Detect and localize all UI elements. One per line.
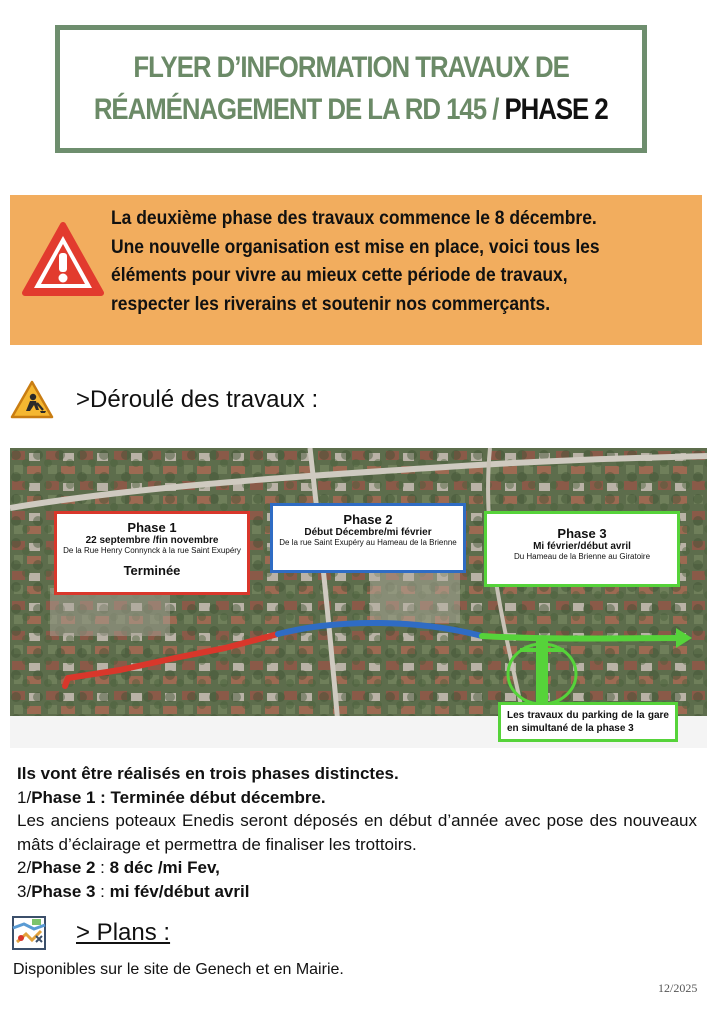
phase-map bbox=[10, 448, 707, 748]
title-line-1: FLYER D’INFORMATION TRAVAUX DE bbox=[133, 51, 569, 84]
phase3-prefix: 3/ bbox=[17, 881, 32, 901]
phase3-sep: : bbox=[95, 881, 110, 901]
phase1-route-text: De la Rue Henry Connynck à la rue Saint Exupéry bbox=[63, 546, 241, 555]
phase3-title: Phase 3 bbox=[557, 526, 607, 541]
phase2-sep: : bbox=[95, 858, 110, 877]
alert-line: respecter les riverains et soutenir nos commerçants. bbox=[111, 293, 551, 315]
phase3-route-text: Du Hameau de la Brienne au Giratoire bbox=[513, 552, 651, 561]
phase3-label: Phase 3 bbox=[31, 881, 96, 901]
phase1-dates: 22 septembre /fin novembre bbox=[85, 535, 219, 546]
deroule-title: >Déroulé des travaux : bbox=[76, 386, 319, 413]
phase2-title: Phase 2 bbox=[343, 512, 393, 527]
body-text bbox=[17, 762, 697, 903]
roadwork-sign-icon bbox=[10, 380, 54, 420]
phase3-box bbox=[484, 511, 680, 587]
phase3-line bbox=[17, 880, 697, 904]
phase3-value: mi fév/début avril bbox=[109, 881, 250, 901]
phase1-bold: Phase 1 : Terminée début décembre. bbox=[31, 787, 326, 807]
phase1-box bbox=[54, 511, 250, 595]
parking-note: Les travaux du parking de la gare en simultané de la phase 3 bbox=[507, 710, 669, 734]
footer-date: 12/2025 bbox=[658, 981, 698, 995]
alert-line: Une nouvelle organisation est mise en place, voici tous les bbox=[111, 236, 600, 258]
title-line-2 bbox=[94, 89, 608, 131]
phase1-prefix: 1/ bbox=[17, 787, 32, 807]
phase2-dates: Début Décembre/mi février bbox=[304, 527, 432, 538]
map-icon bbox=[12, 916, 46, 950]
phase2-box bbox=[270, 503, 466, 573]
phase1-line bbox=[17, 786, 697, 810]
phase1-status: Terminée bbox=[123, 563, 181, 578]
title-phase: PHASE 2 bbox=[504, 93, 608, 126]
parking-note-box bbox=[498, 702, 678, 742]
title-main: RÉAMÉNAGEMENT DE LA RD 145 / bbox=[94, 93, 499, 126]
warning-triangle-icon bbox=[22, 222, 104, 298]
alert-text bbox=[111, 205, 645, 319]
phase2-prefix: 2/ bbox=[17, 858, 32, 877]
plans-title: > Plans : bbox=[76, 919, 171, 946]
plans-subtitle: Disponibles sur le site de Genech et en Mairie. bbox=[13, 961, 344, 978]
phase2-line bbox=[17, 856, 697, 880]
phase3-dates: Mi février/début avril bbox=[533, 541, 631, 552]
phase2-label: Phase 2 bbox=[31, 858, 96, 877]
alert-banner bbox=[10, 195, 702, 345]
phase2-value: 8 déc /mi Fev, bbox=[109, 858, 220, 877]
alert-line: éléments pour vivre au mieux cette période de travaux, bbox=[111, 265, 568, 286]
phase1-title: Phase 1 bbox=[127, 520, 177, 535]
intro-text: Ils vont être réalisés en trois phases distinctes. bbox=[17, 764, 399, 783]
phase2-route-text: De la rue Saint Exupéry au Hameau de la Brienne bbox=[279, 538, 457, 547]
flyer-title-box bbox=[55, 25, 647, 153]
alert-line: La deuxième phase des travaux commence le 8 décembre. bbox=[111, 208, 597, 229]
deroule-heading bbox=[10, 378, 318, 422]
phase3-route bbox=[482, 636, 682, 639]
phase1-description: Les anciens poteaux Enedis seront déposés en début d’année avec pose des nouveaux mâts d’éclairage et permettra de finaliser les trottoirs. bbox=[17, 811, 697, 854]
plans-heading bbox=[12, 916, 170, 950]
